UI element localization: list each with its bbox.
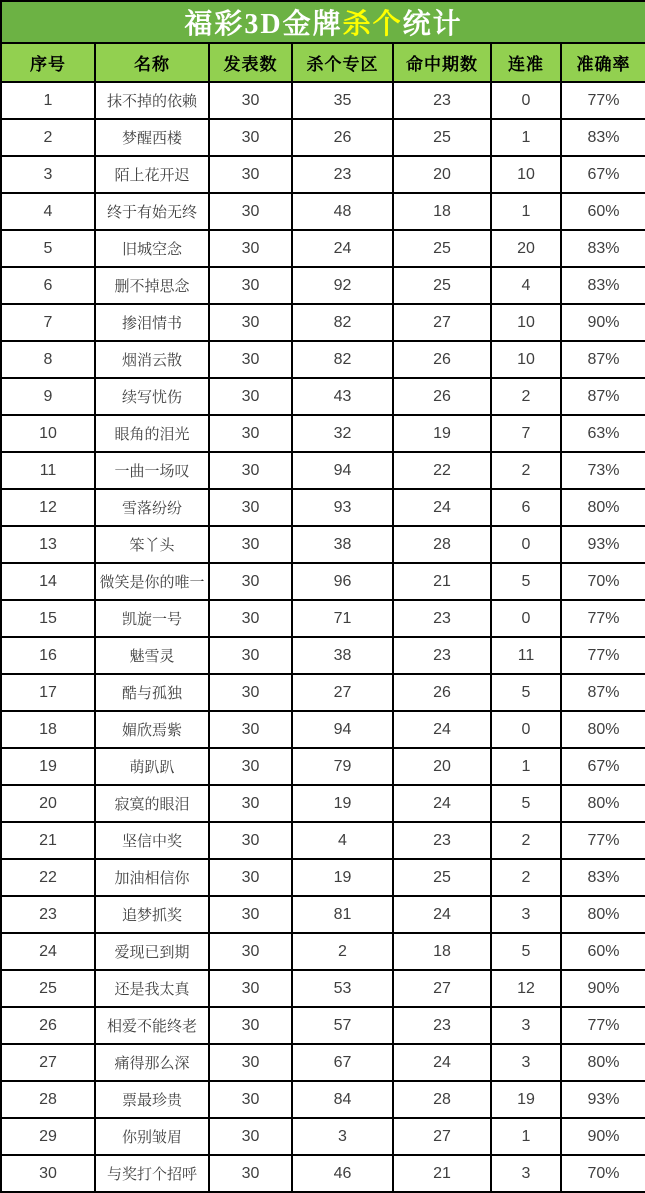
cell-streak: 5: [491, 563, 561, 600]
cell-accuracy: 67%: [561, 748, 645, 785]
cell-streak: 0: [491, 526, 561, 563]
cell-name: 梦醒西楼: [95, 119, 209, 156]
cell-streak: 3: [491, 1007, 561, 1044]
cell-name: 爱现已到期: [95, 933, 209, 970]
cell-accuracy: 83%: [561, 230, 645, 267]
cell-accuracy: 83%: [561, 119, 645, 156]
cell-index: 13: [1, 526, 95, 563]
cell-hit-periods: 24: [393, 785, 491, 822]
cell-streak: 1: [491, 193, 561, 230]
cell-accuracy: 80%: [561, 896, 645, 933]
cell-hit-periods: 18: [393, 933, 491, 970]
cell-name: 寂寞的眼泪: [95, 785, 209, 822]
cell-streak: 11: [491, 637, 561, 674]
table-row: [1, 452, 645, 489]
cell-kill-zone: 38: [292, 526, 393, 563]
cell-index: 14: [1, 563, 95, 600]
table-row: [1, 600, 645, 637]
table-body: [1, 82, 645, 1192]
cell-kill-zone: 92: [292, 267, 393, 304]
cell-published-count: 30: [209, 415, 292, 452]
cell-published-count: 30: [209, 563, 292, 600]
cell-streak: 0: [491, 711, 561, 748]
cell-streak: 2: [491, 822, 561, 859]
title-row: [1, 1, 645, 43]
cell-accuracy: 90%: [561, 970, 645, 1007]
cell-index: 10: [1, 415, 95, 452]
cell-index: 20: [1, 785, 95, 822]
cell-hit-periods: 28: [393, 526, 491, 563]
cell-kill-zone: 19: [292, 785, 393, 822]
table-row: [1, 859, 645, 896]
cell-published-count: 30: [209, 637, 292, 674]
cell-streak: 5: [491, 674, 561, 711]
cell-accuracy: 93%: [561, 526, 645, 563]
cell-index: 29: [1, 1118, 95, 1155]
cell-kill-zone: 96: [292, 563, 393, 600]
table-row: [1, 1081, 645, 1118]
cell-streak: 12: [491, 970, 561, 1007]
cell-index: 15: [1, 600, 95, 637]
cell-hit-periods: 18: [393, 193, 491, 230]
cell-published-count: 30: [209, 748, 292, 785]
cell-name: 痛得那么深: [95, 1044, 209, 1081]
cell-streak: 1: [491, 748, 561, 785]
cell-published-count: 30: [209, 1118, 292, 1155]
cell-index: 6: [1, 267, 95, 304]
cell-streak: 1: [491, 1118, 561, 1155]
cell-hit-periods: 23: [393, 600, 491, 637]
cell-name: 烟消云散: [95, 341, 209, 378]
cell-kill-zone: 35: [292, 82, 393, 119]
cell-streak: 5: [491, 933, 561, 970]
cell-published-count: 30: [209, 822, 292, 859]
cell-name: 坚信中奖: [95, 822, 209, 859]
cell-index: 23: [1, 896, 95, 933]
cell-accuracy: 87%: [561, 341, 645, 378]
table-row: [1, 526, 645, 563]
cell-streak: 10: [491, 156, 561, 193]
cell-index: 4: [1, 193, 95, 230]
cell-index: 16: [1, 637, 95, 674]
cell-published-count: 30: [209, 267, 292, 304]
cell-name: 相爱不能终老: [95, 1007, 209, 1044]
table-row: [1, 785, 645, 822]
cell-kill-zone: 79: [292, 748, 393, 785]
cell-index: 18: [1, 711, 95, 748]
cell-name: 一曲一场叹: [95, 452, 209, 489]
table-row: [1, 1155, 645, 1192]
cell-kill-zone: 2: [292, 933, 393, 970]
table-row: [1, 304, 645, 341]
cell-kill-zone: 19: [292, 859, 393, 896]
cell-kill-zone: 3: [292, 1118, 393, 1155]
cell-name: 你别皱眉: [95, 1118, 209, 1155]
cell-streak: 2: [491, 378, 561, 415]
cell-hit-periods: 25: [393, 267, 491, 304]
cell-published-count: 30: [209, 859, 292, 896]
cell-hit-periods: 27: [393, 970, 491, 1007]
cell-accuracy: 77%: [561, 637, 645, 674]
cell-streak: 10: [491, 341, 561, 378]
cell-kill-zone: 57: [292, 1007, 393, 1044]
table-row: [1, 489, 645, 526]
cell-name: 还是我太真: [95, 970, 209, 1007]
cell-kill-zone: 84: [292, 1081, 393, 1118]
col-header-index: 序号: [1, 43, 95, 82]
cell-name: 票最珍贵: [95, 1081, 209, 1118]
page-title: [1, 1, 645, 43]
cell-published-count: 30: [209, 1155, 292, 1192]
cell-published-count: 30: [209, 1044, 292, 1081]
cell-accuracy: 77%: [561, 600, 645, 637]
cell-name: 抹不掉的依赖: [95, 82, 209, 119]
table-row: [1, 193, 645, 230]
cell-hit-periods: 24: [393, 896, 491, 933]
cell-accuracy: 73%: [561, 452, 645, 489]
table-row: [1, 896, 645, 933]
cell-name: 加油相信你: [95, 859, 209, 896]
cell-name: 微笑是你的唯一: [95, 563, 209, 600]
table-row: [1, 267, 645, 304]
cell-hit-periods: 27: [393, 1118, 491, 1155]
cell-name: 终于有始无终: [95, 193, 209, 230]
cell-published-count: 30: [209, 600, 292, 637]
cell-kill-zone: 67: [292, 1044, 393, 1081]
cell-name: 掺泪情书: [95, 304, 209, 341]
cell-accuracy: 67%: [561, 156, 645, 193]
cell-streak: 4: [491, 267, 561, 304]
cell-index: 11: [1, 452, 95, 489]
table-row: [1, 822, 645, 859]
cell-kill-zone: 32: [292, 415, 393, 452]
cell-kill-zone: 82: [292, 341, 393, 378]
cell-published-count: 30: [209, 378, 292, 415]
cell-hit-periods: 21: [393, 1155, 491, 1192]
table-row: [1, 748, 645, 785]
table-row: [1, 563, 645, 600]
cell-kill-zone: 82: [292, 304, 393, 341]
cell-streak: 2: [491, 452, 561, 489]
col-header-kill-zone: 杀个专区: [292, 43, 393, 82]
cell-hit-periods: 24: [393, 1044, 491, 1081]
cell-kill-zone: 24: [292, 230, 393, 267]
cell-name: 媚欣焉紫: [95, 711, 209, 748]
cell-published-count: 30: [209, 489, 292, 526]
cell-streak: 1: [491, 119, 561, 156]
col-header-streak: 连准: [491, 43, 561, 82]
cell-index: 17: [1, 674, 95, 711]
cell-index: 3: [1, 156, 95, 193]
cell-published-count: 30: [209, 1007, 292, 1044]
cell-kill-zone: 71: [292, 600, 393, 637]
cell-accuracy: 70%: [561, 563, 645, 600]
cell-accuracy: 77%: [561, 822, 645, 859]
cell-published-count: 30: [209, 304, 292, 341]
table-row: [1, 415, 645, 452]
cell-streak: 0: [491, 600, 561, 637]
cell-index: 27: [1, 1044, 95, 1081]
cell-hit-periods: 26: [393, 674, 491, 711]
cell-streak: 10: [491, 304, 561, 341]
cell-accuracy: 80%: [561, 785, 645, 822]
col-header-hit-periods: 命中期数: [393, 43, 491, 82]
cell-kill-zone: 27: [292, 674, 393, 711]
cell-name: 眼角的泪光: [95, 415, 209, 452]
table-row: [1, 378, 645, 415]
cell-name: 与奖打个招呼: [95, 1155, 209, 1192]
cell-name: 笨丫头: [95, 526, 209, 563]
cell-published-count: 30: [209, 82, 292, 119]
cell-kill-zone: 94: [292, 711, 393, 748]
cell-streak: 20: [491, 230, 561, 267]
cell-accuracy: 93%: [561, 1081, 645, 1118]
table-row: [1, 230, 645, 267]
cell-index: 26: [1, 1007, 95, 1044]
cell-accuracy: 90%: [561, 1118, 645, 1155]
cell-index: 7: [1, 304, 95, 341]
cell-hit-periods: 26: [393, 378, 491, 415]
cell-index: 1: [1, 82, 95, 119]
title-highlight: 杀个: [342, 9, 403, 40]
cell-kill-zone: 23: [292, 156, 393, 193]
table-row: [1, 711, 645, 748]
cell-kill-zone: 94: [292, 452, 393, 489]
cell-accuracy: 60%: [561, 193, 645, 230]
cell-published-count: 30: [209, 674, 292, 711]
table-row: [1, 933, 645, 970]
cell-accuracy: 77%: [561, 82, 645, 119]
cell-name: 旧城空念: [95, 230, 209, 267]
cell-published-count: 30: [209, 119, 292, 156]
cell-kill-zone: 81: [292, 896, 393, 933]
table-row: [1, 674, 645, 711]
col-header-accuracy: 准确率: [561, 43, 645, 82]
cell-index: 9: [1, 378, 95, 415]
cell-index: 22: [1, 859, 95, 896]
cell-published-count: 30: [209, 341, 292, 378]
cell-name: 魅雪灵: [95, 637, 209, 674]
cell-index: 25: [1, 970, 95, 1007]
cell-published-count: 30: [209, 156, 292, 193]
cell-accuracy: 77%: [561, 1007, 645, 1044]
cell-hit-periods: 28: [393, 1081, 491, 1118]
title-prefix: 福彩3D金牌: [184, 9, 343, 40]
cell-hit-periods: 25: [393, 859, 491, 896]
table-row: [1, 637, 645, 674]
table-row: [1, 1118, 645, 1155]
cell-accuracy: 80%: [561, 489, 645, 526]
cell-index: 12: [1, 489, 95, 526]
cell-published-count: 30: [209, 896, 292, 933]
cell-name: 删不掉思念: [95, 267, 209, 304]
cell-streak: 6: [491, 489, 561, 526]
cell-kill-zone: 26: [292, 119, 393, 156]
cell-index: 21: [1, 822, 95, 859]
cell-kill-zone: 53: [292, 970, 393, 1007]
cell-index: 19: [1, 748, 95, 785]
col-header-published-count: 发表数: [209, 43, 292, 82]
cell-accuracy: 63%: [561, 415, 645, 452]
cell-streak: 7: [491, 415, 561, 452]
cell-index: 24: [1, 933, 95, 970]
table-row: [1, 1044, 645, 1081]
cell-name: 追梦抓奖: [95, 896, 209, 933]
cell-hit-periods: 27: [393, 304, 491, 341]
cell-kill-zone: 48: [292, 193, 393, 230]
cell-name: 酷与孤独: [95, 674, 209, 711]
cell-streak: 2: [491, 859, 561, 896]
header-row: [1, 43, 645, 82]
cell-index: 5: [1, 230, 95, 267]
cell-published-count: 30: [209, 970, 292, 1007]
cell-kill-zone: 46: [292, 1155, 393, 1192]
cell-published-count: 30: [209, 1081, 292, 1118]
cell-kill-zone: 4: [292, 822, 393, 859]
cell-published-count: 30: [209, 452, 292, 489]
cell-hit-periods: 19: [393, 415, 491, 452]
cell-streak: 3: [491, 1044, 561, 1081]
cell-accuracy: 90%: [561, 304, 645, 341]
table-row: [1, 82, 645, 119]
cell-hit-periods: 24: [393, 489, 491, 526]
table-row: [1, 970, 645, 1007]
cell-published-count: 30: [209, 230, 292, 267]
table-row: [1, 119, 645, 156]
cell-published-count: 30: [209, 933, 292, 970]
cell-accuracy: 83%: [561, 267, 645, 304]
cell-accuracy: 87%: [561, 378, 645, 415]
cell-hit-periods: 20: [393, 156, 491, 193]
cell-accuracy: 80%: [561, 711, 645, 748]
cell-name: 雪落纷纷: [95, 489, 209, 526]
cell-kill-zone: 38: [292, 637, 393, 674]
cell-streak: 3: [491, 896, 561, 933]
cell-name: 陌上花开迟: [95, 156, 209, 193]
cell-streak: 19: [491, 1081, 561, 1118]
cell-accuracy: 60%: [561, 933, 645, 970]
cell-published-count: 30: [209, 711, 292, 748]
cell-accuracy: 87%: [561, 674, 645, 711]
col-header-name: 名称: [95, 43, 209, 82]
title-suffix: 统计: [402, 9, 463, 40]
cell-hit-periods: 20: [393, 748, 491, 785]
cell-hit-periods: 24: [393, 711, 491, 748]
table-row: [1, 341, 645, 378]
cell-accuracy: 80%: [561, 1044, 645, 1081]
cell-name: 续写忧伤: [95, 378, 209, 415]
cell-hit-periods: 23: [393, 822, 491, 859]
cell-index: 28: [1, 1081, 95, 1118]
cell-hit-periods: 23: [393, 637, 491, 674]
cell-accuracy: 83%: [561, 859, 645, 896]
cell-name: 凯旋一号: [95, 600, 209, 637]
cell-accuracy: 70%: [561, 1155, 645, 1192]
cell-index: 2: [1, 119, 95, 156]
cell-index: 30: [1, 1155, 95, 1192]
cell-hit-periods: 25: [393, 230, 491, 267]
cell-hit-periods: 23: [393, 1007, 491, 1044]
cell-kill-zone: 43: [292, 378, 393, 415]
cell-published-count: 30: [209, 193, 292, 230]
cell-kill-zone: 93: [292, 489, 393, 526]
cell-published-count: 30: [209, 785, 292, 822]
table-row: [1, 156, 645, 193]
cell-published-count: 30: [209, 526, 292, 563]
cell-streak: 0: [491, 82, 561, 119]
cell-hit-periods: 21: [393, 563, 491, 600]
cell-name: 萌趴趴: [95, 748, 209, 785]
cell-hit-periods: 26: [393, 341, 491, 378]
cell-hit-periods: 25: [393, 119, 491, 156]
cell-hit-periods: 23: [393, 82, 491, 119]
cell-hit-periods: 22: [393, 452, 491, 489]
cell-streak: 5: [491, 785, 561, 822]
cell-streak: 3: [491, 1155, 561, 1192]
cell-index: 8: [1, 341, 95, 378]
table-row: [1, 1007, 645, 1044]
